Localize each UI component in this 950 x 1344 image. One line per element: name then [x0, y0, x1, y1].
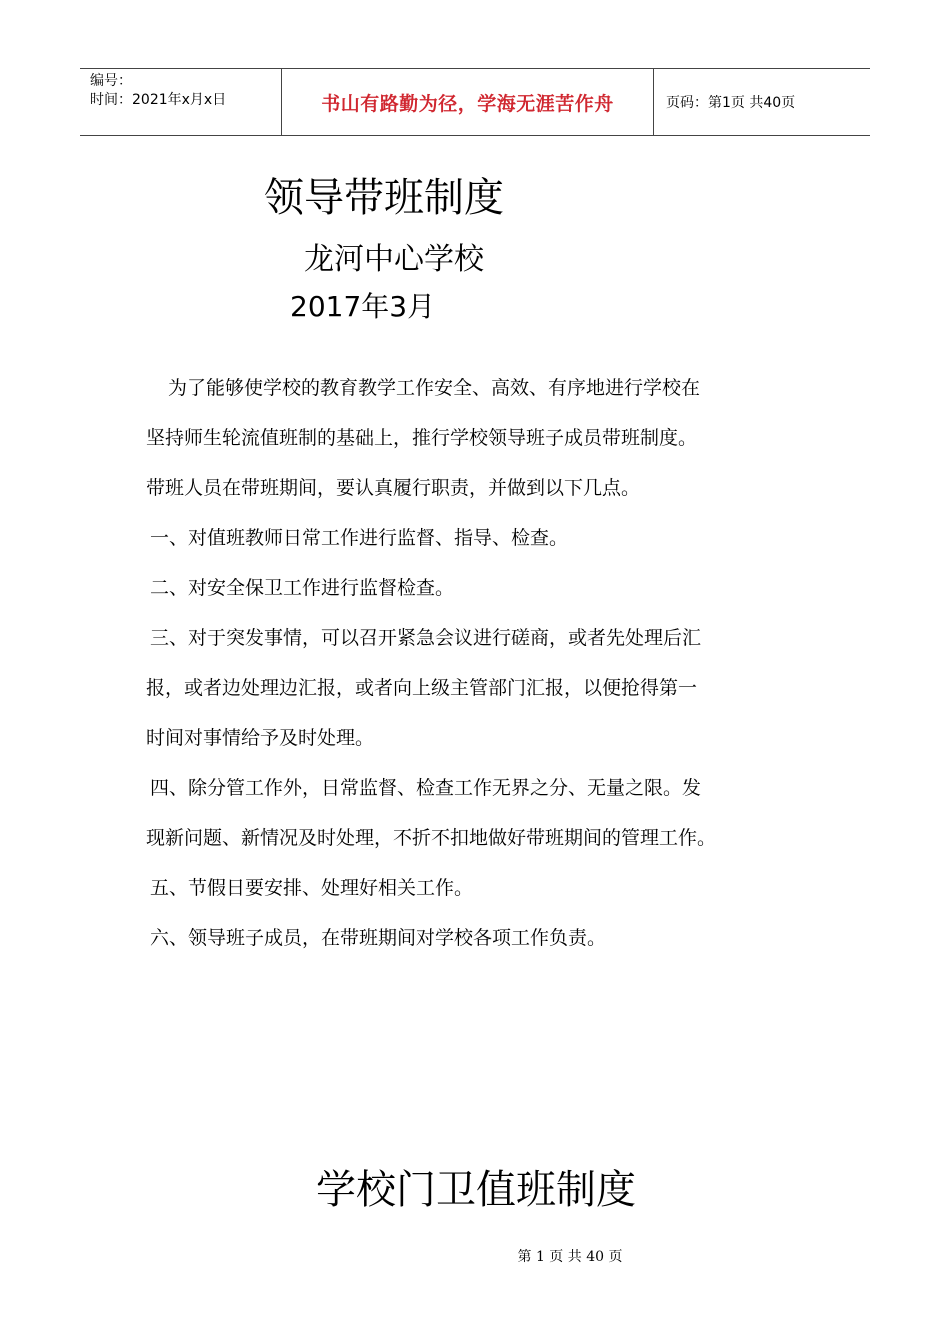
- document-date: 2017年3月: [290, 290, 436, 323]
- next-section-title: 学校门卫值班制度: [316, 1167, 636, 1213]
- school-name: 龙河中心学校: [304, 242, 484, 277]
- intro-line: 坚持师生轮流值班制的基础上，推行学校领导班子成员带班制度。: [146, 427, 698, 449]
- document-title: 领导带班制度: [264, 175, 504, 221]
- motto-text: 书山有路勤为径，学海无涯苦作舟: [321, 92, 614, 115]
- page-footer: [0, 1246, 950, 1266]
- document-header: [80, 68, 870, 136]
- header-page-cell: [654, 69, 870, 135]
- intro-line: 带班人员在带班期间，要认真履行职责，并做到以下几点。: [146, 477, 641, 499]
- header-motto-cell: [282, 69, 654, 135]
- rule-item-3-continued: 时间对事情给予及时处理。: [146, 727, 375, 749]
- rule-item-4-continued: 现新问题、新情况及时处理，不折不扣地做好带班期间的管理工作。: [146, 827, 717, 849]
- time-label: 时间：2021年x月x日: [90, 92, 227, 108]
- rule-item-4: 四、除分管工作外，日常监督、检查工作无界之分、无量之限。发: [150, 777, 702, 799]
- number-label: 编号：: [90, 73, 132, 89]
- rule-item-3: 三、对于突发事情，可以召开紧急会议进行磋商，或者先处理后汇: [150, 627, 702, 649]
- rule-item-6: 六、领导班子成员，在带班期间对学校各项工作负责。: [150, 927, 607, 949]
- document-body: [146, 363, 810, 963]
- rule-item-1: 一、对值班教师日常工作进行监督、指导、检查。: [150, 527, 569, 549]
- footer-page-number: 第 1 页 共 40 页: [517, 1249, 623, 1265]
- intro-line: 为了能够使学校的教育教学工作安全、高效、有序地进行学校在: [168, 377, 701, 399]
- page-code: 页码：第1页 共40页: [666, 95, 796, 111]
- header-meta: [80, 69, 282, 135]
- rule-item-3-continued: 报，或者边处理边汇报，或者向上级主管部门汇报，以便抢得第一: [146, 677, 698, 699]
- rule-item-2: 二、对安全保卫工作进行监督检查。: [150, 577, 455, 599]
- rule-item-5: 五、节假日要安排、处理好相关工作。: [150, 877, 474, 899]
